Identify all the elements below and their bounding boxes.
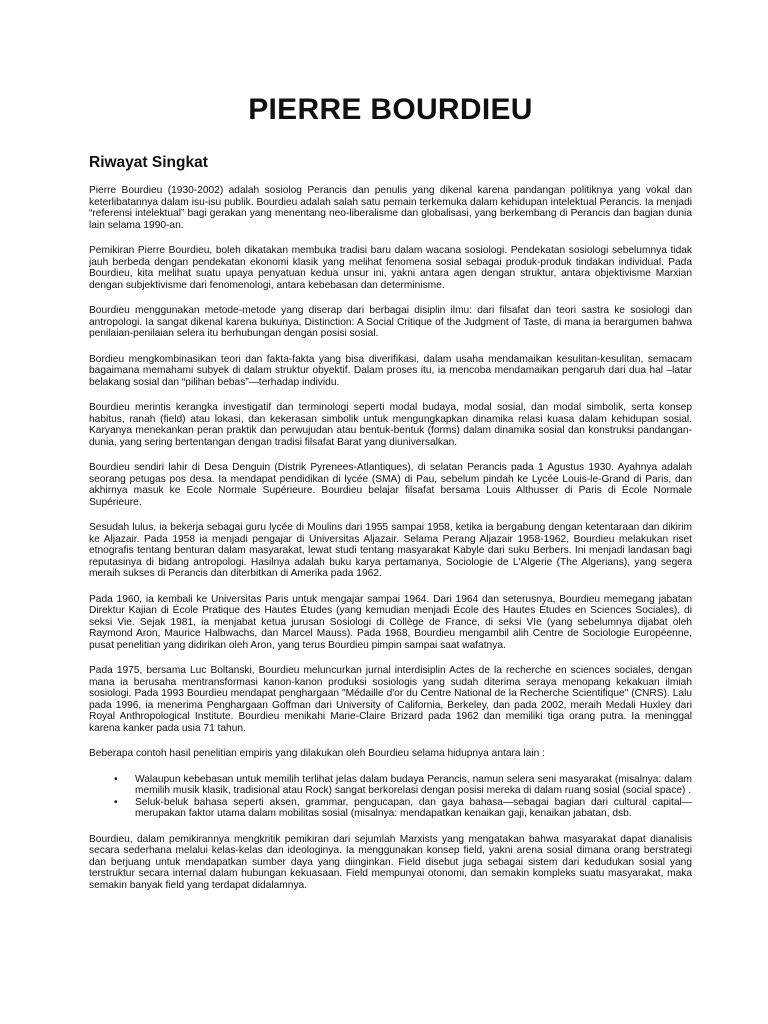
- document-title: PIERRE BOURDIEU: [248, 93, 533, 126]
- paragraph-theory-facts: Bordieu mengkombinasikan teori dan fakta-fakta yang bisa diverifikasi, dalam usaha mendamaikan kesulitan-kesulitan, semacam bagaimana memahami subyek di dalam struktur obyektif. Dalam proses itu, ia mencoba mendamaikan pengaruh dari dua hal –latar belakang sosial dan “pilihan bebas”—terhadap individu.: [89, 353, 692, 388]
- paragraph-birth: Bourdieu sendiri lahir di Desa Denguin (Distrik Pyrenees-Atlantiques), di selatan Perancis pada 1 Agustus 1930. Ayahnya adalah seorang petugas pos desa. Ia mendapat pendidikan di lycée (SMA) di Pau, sebelum pindah ke Lycée Louis-le-Grand di Paris, dan akhirnya masuk ke Ecole Normale Supérieure. Bourdieu belajar filsafat bersama Louis Althusser di Paris di École Normale Supérieure.: [89, 462, 692, 508]
- paragraph-algeria: Sesudah lulus, ia bekerja sebagai guru lycée di Moulins dari 1955 sampai 1958, ketika ia bergabung dengan ketentaraan dan dikirim ke Aljazair. Pada 1958 ia menjadi pengajar di Universitas Aljazair. Selama Perang Aljazair 1958-1962, Bourdieu melakukan riset etnografis tentang benturan dalam masyarakat, lewat studi tentang masyarakat Kabyle dari suku Berbers. Ini menjadi landasan bagi reputasinya di bidang antropologi. Hasilnya adalah buku karya pertamanya, Sociologie de L'Algerie (The Algerians), yang segera meraih sukses di Perancis dan diterbitkan di Amerika pada 1962.: [89, 522, 692, 579]
- examples-list: [89, 774, 692, 820]
- list-item-text: Walaupun kebebasan untuk memilih terlihat jelas dalam budaya Perancis, namun selera seni masyarakat (misalnya: dalam memilih musik klasik, tradisional atau Rock) sangat berkorelasi dengan posisi mereka di dalam ruang sosial (social space) .: [135, 773, 692, 796]
- document-body: [89, 185, 692, 891]
- paragraph-thought: Pemikiran Pierre Bourdieu, boleh dikatakan membuka tradisi baru dalam wacana sosiologi. Pendekatan sosiologi sebelumnya tidak jauh berbeda dengan pendekatan ekonomi klasik yang melihat fenomena sosial sebagai produk-produk tindakan individual. Pada Bourdieu, kita melihat suatu upaya penyatuan kedua unsur ini, yakni antara agen dengan struktur, antara objektivisme Marxian dengan subjektivisme dari fenomenologi, antara kebebasan dan determinisme.: [89, 245, 692, 291]
- paragraph-framework: Bourdieu merintis kerangka investigatif dan terminologi seperti modal budaya, modal sosial, dan modal simbolik, serta konsep habitus, ranah (field) atau lokasi, dan kekerasan simbolik untuk mengungkapkan dinamika relasi kuasa dalam kehidupan sosial. Karyanya menekankan peran praktik dan perwujudan atau bentuk-bentuk (forms) dalam dinamika sosial dan konstruksi pandangan-dunia, yang sering bertentangan dengan tradisi filsafat Barat yang diuniversalkan.: [89, 402, 692, 448]
- paragraph-methods: Bourdieu menggunakan metode-metode yang diserap dari berbagai disiplin ilmu: dari filsafat dan teori sastra ke sosiologi dan antropologi. Ia sangat dikenal karena bukunya, Distinction: A Social Critique of the Judgment of Taste, di mana ia berargumen bahwa penilaian-penilaian selera itu berhubungan dengan posisi sosial.: [89, 305, 692, 339]
- bullet-marker: •: [114, 773, 118, 785]
- paragraph-intro: Pierre Bourdieu (1930-2002) adalah sosiolog Perancis dan penulis yang dikenal karena pandangan politiknya yang vokal dan keterlibatannya dalam isu-isu publik. Bourdieu adalah salah satu pemain terkemuka dalam kehidupan intelektual Perancis. Ia menjadi “referensi intelektual” bagi gerakan yang menentang neo-liberalisme dan globalisasi, yang berkembang di Perancis dan bagian dunia lain selama 1990-an.: [89, 185, 692, 231]
- bullet-marker: •: [114, 796, 118, 808]
- paragraph-closing: Bourdieu, dalam pemikirannya mengkritik pemikiran dari sejumlah Marxists yang mengatakan bahwa masyarakat dapat dianalisis secara sederhana melalui kelas-kelas dan ideologinya. Ia menggunakan konsep field, yakni arena sosial dimana orang berstrategi dan berjuang untuk mendapatkan sumber daya yang diinginkan. Field disebut juga sebagai sistem dari kedudukan sosial yang terstruktur secara internal dalam hubungan kekuasaan. Field mempunyai otonomi, dan semakin kompleks suatu masyarakat, maka semakin banyak field yang terdapat didalamnya.: [89, 833, 692, 891]
- paragraph-career: Pada 1960, ia kembali ke Universitas Paris untuk mengajar sampai 1964. Dari 1964 dan seterusnya, Bourdieu memegang jabatan Direktur Kajian di École Pratique des Hautes Études (yang kemudian menjadi École des Hautes Études en Sciences Sociales), di seksi Vie. Sejak 1981, ia menjabat ketua jurusan Sosiologi di Collège de France, di seksi VIe (yang sebelumnya dijabat oleh Raymond Aron, Maurice Halbwachs, dan Marcel Mauss). Pada 1968, Bourdieu mengambil alih Centre de Sociologie Européenne, pusat penelitian yang didirikan oleh Aron, yang terus Bourdieu pimpin sampai saat wafatnya.: [89, 593, 692, 651]
- paragraph-examples-intro: Beberapa contoh hasil penelitian empiris yang dilakukan oleh Bourdieu selama hidupnya antara lain :: [89, 748, 545, 759]
- list-item: [89, 774, 692, 797]
- paragraph-awards: Pada 1975, bersama Luc Boltanski, Bourdieu meluncurkan jurnal interdisiplin Actes de la recherche en sciences sociales, dengan mana ia berusaha mentransformasi kanon-kanon produksi sosiologis yang sudah diterima seraya menopang kekakuan ilmiah sosiologi. Pada 1993 Bourdieu mendapat penghargaan "Médaille d'or du Centre National de la Recherche Scientifique" (CNRS). Lalu pada 1996, ia menerima Penghargaan Goffman dari University of California, Berkeley, dan pada 2002, meraih Medali Huxley dari Royal Anthropological Institute. Bourdieu menikahi Marie-Claire Brizard pada 1962 dan memiliki tiga orang putra. Ia meninggal karena kanker pada usia 71 tahun.: [89, 665, 692, 734]
- list-item-text: Seluk-beluk bahasa seperti aksen, grammar, pengucapan, dan gaya bahasa—sebagai bagian dari cultural capital—merupakan faktor utama dalam mobilitas sosial (misalnya: mendapatkan kenaikan gaji, kenaikan jabatan, dsb.: [135, 796, 692, 819]
- section-heading: Riwayat Singkat: [89, 154, 208, 171]
- list-item: [89, 797, 692, 820]
